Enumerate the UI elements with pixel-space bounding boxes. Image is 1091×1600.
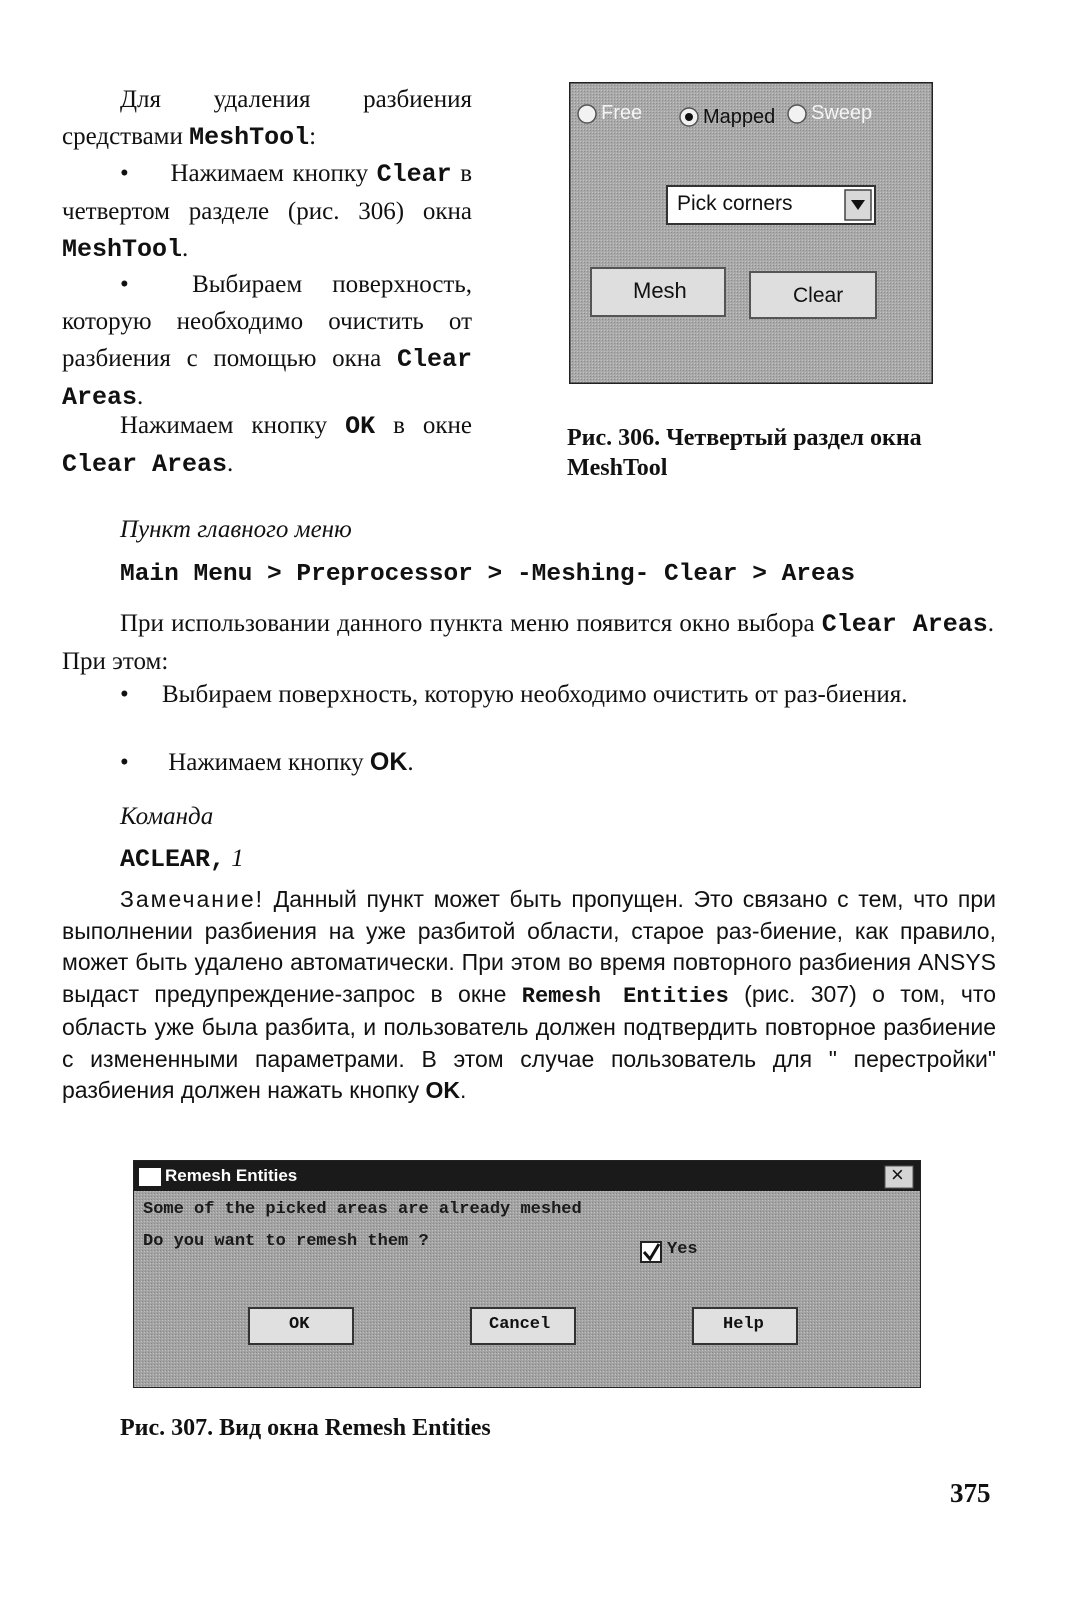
command-line: [120, 840, 244, 878]
command-arg: 1: [225, 845, 244, 872]
code-meshtool: MeshTool: [189, 123, 310, 152]
code-remesh-entities: Remesh Entities: [521, 983, 729, 1009]
figure-307-caption: Рис. 307. Вид окна Remesh Entities: [120, 1415, 491, 1441]
code-clear-areas: Clear Areas: [821, 610, 988, 639]
code-ok: OK: [345, 412, 376, 441]
paragraph-press-ok: Нажимаем кнопку OK в окне Clear Areas.: [62, 412, 472, 479]
code-clear: Clear: [376, 160, 452, 189]
code-clear-areas: Clear Areas: [62, 450, 228, 479]
figure-306-meshtool-section: [569, 82, 933, 384]
clear-button-label: Clear: [793, 284, 844, 307]
menu-heading: Пункт главного меню: [120, 516, 352, 543]
note-paragraph: Замечание! Данный пункт может быть пропущен. Это связано с тем, что при выполнении разбиения на уже разбитой области, старое раз-биение, как правило, может быть удалено автоматически. При этом во время повторного разбиения ANSYS выдаст предупреждение-запрос в окне Remesh Entities (рис. 307) о том, что область уже была разбита, и пользователь должен подтвердить повторное разбиение с измененными параметрами. В этом случае пользователь для " перестройки" разбиения должен нажать кнопку OK.: [62, 886, 996, 1103]
bullet-press-clear: • Нажимаем кнопку Clear в четвертом разделе (рис. 306) окна MeshTool.: [62, 155, 472, 268]
help-button-label: Help: [723, 1315, 764, 1334]
radio-mapped-label: Mapped: [703, 106, 776, 128]
command-aclear: ACLEAR,: [120, 845, 226, 874]
select-pick-corners: Pick corners: [677, 192, 793, 215]
mesh-button-label: Mesh: [633, 278, 687, 303]
code-ok: OK: [425, 1077, 461, 1103]
dialog-message-line2: Do you want to remesh them ?: [143, 1232, 429, 1251]
intro-paragraph: Для удаления разбиения средствами MeshTool:: [62, 86, 472, 152]
cancel-button-label: Cancel: [489, 1315, 551, 1334]
bullet-select-surface-2: • Выбираем поверхность, которую необходимо очистить от раз-биения.: [62, 676, 994, 713]
radio-free-label: Free: [601, 102, 643, 124]
page-number: 375: [950, 1478, 991, 1508]
bullet-press-ok-2: • Нажимаем кнопку OK.: [62, 744, 994, 781]
dialog-title: Remesh Entities: [165, 1166, 298, 1185]
code-meshtool: MeshTool: [62, 235, 183, 264]
command-heading: Команда: [120, 803, 214, 830]
figure-307-remesh-dialog: [133, 1160, 921, 1388]
figure-306-caption: Рис. 306. Четвертый раздел окна MeshTool: [567, 425, 922, 481]
dialog-message-line1: Some of the picked areas are already meshed: [143, 1200, 582, 1219]
bullet-select-surface: • Выбираем поверхность, которую необходимо очистить от разбиения с помощью окна Clear Areas.: [62, 266, 472, 416]
checkbox-yes-label: Yes: [667, 1240, 698, 1259]
note-label: Замечание!: [120, 886, 265, 912]
radio-sweep-label: Sweep: [811, 102, 873, 124]
ok-button-label: OK: [289, 1315, 310, 1334]
code-ok: OK: [369, 748, 408, 776]
close-icon: ×: [891, 1162, 904, 1187]
code-clear-areas: Clear Areas: [62, 345, 472, 412]
menu-path: Main Menu > Preprocessor > -Meshing- Clear > Areas: [120, 561, 856, 588]
menu-paragraph: При использовании данного пункта меню появится окно выбора Clear Areas. При этом:: [62, 610, 995, 675]
